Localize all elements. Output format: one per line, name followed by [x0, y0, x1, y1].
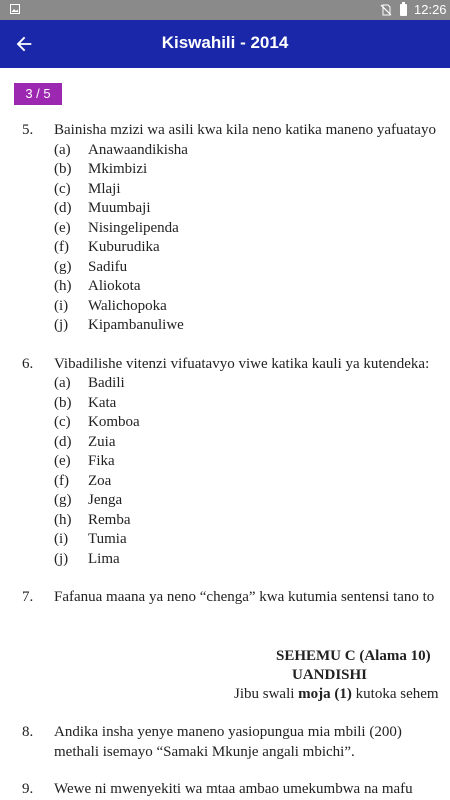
option-value: Mlaji: [88, 181, 121, 197]
question-number: 7.: [22, 589, 34, 605]
battery-icon: [400, 4, 407, 16]
option-label: (a): [54, 375, 71, 391]
option-label: (h): [54, 512, 72, 528]
option-label: (d): [54, 200, 72, 216]
page-indicator-badge: 3 / 5: [14, 83, 62, 105]
option-item: [0, 298, 450, 317]
question-number: 6.: [22, 356, 34, 372]
option-item: [0, 142, 450, 161]
question-text: Bainisha mzizi wa asili kwa kila neno katika maneno yafuatayo: [54, 122, 436, 138]
question-number: 9.: [22, 781, 34, 797]
option-label: (f): [54, 239, 69, 255]
question-number: 5.: [22, 122, 34, 138]
no-sim-icon: [380, 4, 392, 16]
instruction-text: Jibu swali: [234, 686, 299, 702]
image-notification-icon: [10, 4, 20, 14]
option-item: [0, 551, 450, 570]
option-item: [0, 200, 450, 219]
question-text: Vibadilishe vitenzi vifuatavyo viwe katika kauli ya kutendeka:: [54, 356, 430, 372]
option-item: [0, 220, 450, 239]
option-value: Zoa: [88, 473, 112, 489]
option-value: Zuia: [88, 434, 116, 450]
option-label: (e): [54, 220, 71, 236]
document-content: [0, 108, 450, 800]
option-value: Fika: [88, 453, 115, 469]
option-value: Tumia: [88, 531, 127, 547]
option-label: (i): [54, 298, 69, 314]
option-label: (d): [54, 434, 72, 450]
option-value: Nisingelipenda: [88, 220, 179, 236]
option-item: [0, 259, 450, 278]
option-value: Remba: [88, 512, 131, 528]
status-time: 12:26: [414, 2, 447, 17]
option-label: (b): [54, 395, 72, 411]
option-label: (a): [54, 142, 71, 158]
option-value: Kata: [88, 395, 117, 411]
option-value: Jenga: [88, 492, 123, 508]
option-label: (e): [54, 453, 71, 469]
option-item: [0, 473, 450, 492]
option-item: [0, 453, 450, 472]
option-item: [0, 181, 450, 200]
option-value: Muumbaji: [88, 200, 151, 216]
section-instruction: [234, 686, 439, 703]
option-item: [0, 492, 450, 511]
option-item: [0, 434, 450, 453]
option-item: [0, 239, 450, 258]
option-label: (i): [54, 531, 69, 547]
option-value: Walichopoka: [88, 298, 167, 314]
option-label: (c): [54, 181, 71, 197]
section-title: SEHEMU C (Alama 10): [276, 648, 431, 664]
option-item: [0, 317, 450, 336]
section-subtitle: UANDISHI: [292, 667, 368, 683]
option-item: [0, 531, 450, 550]
instruction-bold: moja (1): [298, 686, 352, 702]
option-item: [0, 375, 450, 394]
status-bar: [0, 0, 450, 20]
option-label: (j): [54, 551, 69, 567]
option-label: (h): [54, 278, 72, 294]
question-number: 8.: [22, 724, 34, 740]
option-value: Kuburudika: [88, 239, 160, 255]
instruction-text: kutoka sehem: [351, 686, 439, 702]
option-item: [0, 395, 450, 414]
option-value: Anawaandikisha: [88, 142, 188, 158]
option-item: [0, 512, 450, 531]
option-value: Mkimbizi: [88, 161, 148, 177]
page-title: Kiswahili - 2014: [161, 33, 289, 52]
option-value: Sadifu: [88, 259, 128, 275]
question-text: Andika insha yenye maneno yasiopungua mia mbili (200): [54, 724, 402, 740]
app-bar: [0, 20, 450, 68]
option-label: (g): [54, 259, 72, 275]
question-text: Wewe ni mwenyekiti wa mtaa ambao umekumbwa na mafu: [54, 781, 413, 797]
option-value: Aliokota: [88, 278, 141, 294]
option-value: Kipambanuliwe: [88, 317, 184, 333]
option-label: (g): [54, 492, 72, 508]
option-label: (c): [54, 414, 71, 430]
option-value: Badili: [88, 375, 125, 391]
option-item: [0, 278, 450, 297]
option-label: (j): [54, 317, 69, 333]
option-value: Komboa: [88, 414, 140, 430]
option-value: Lima: [88, 551, 120, 567]
option-item: [0, 161, 450, 180]
option-label: (f): [54, 473, 69, 489]
question-text: Fafanua maana ya neno “chenga” kwa kutumia sentensi tano to: [54, 589, 435, 605]
option-item: [0, 414, 450, 433]
question-text-line2: methali isemayo “Samaki Mkunje angali mbichi”.: [54, 744, 355, 760]
option-label: (b): [54, 161, 72, 177]
